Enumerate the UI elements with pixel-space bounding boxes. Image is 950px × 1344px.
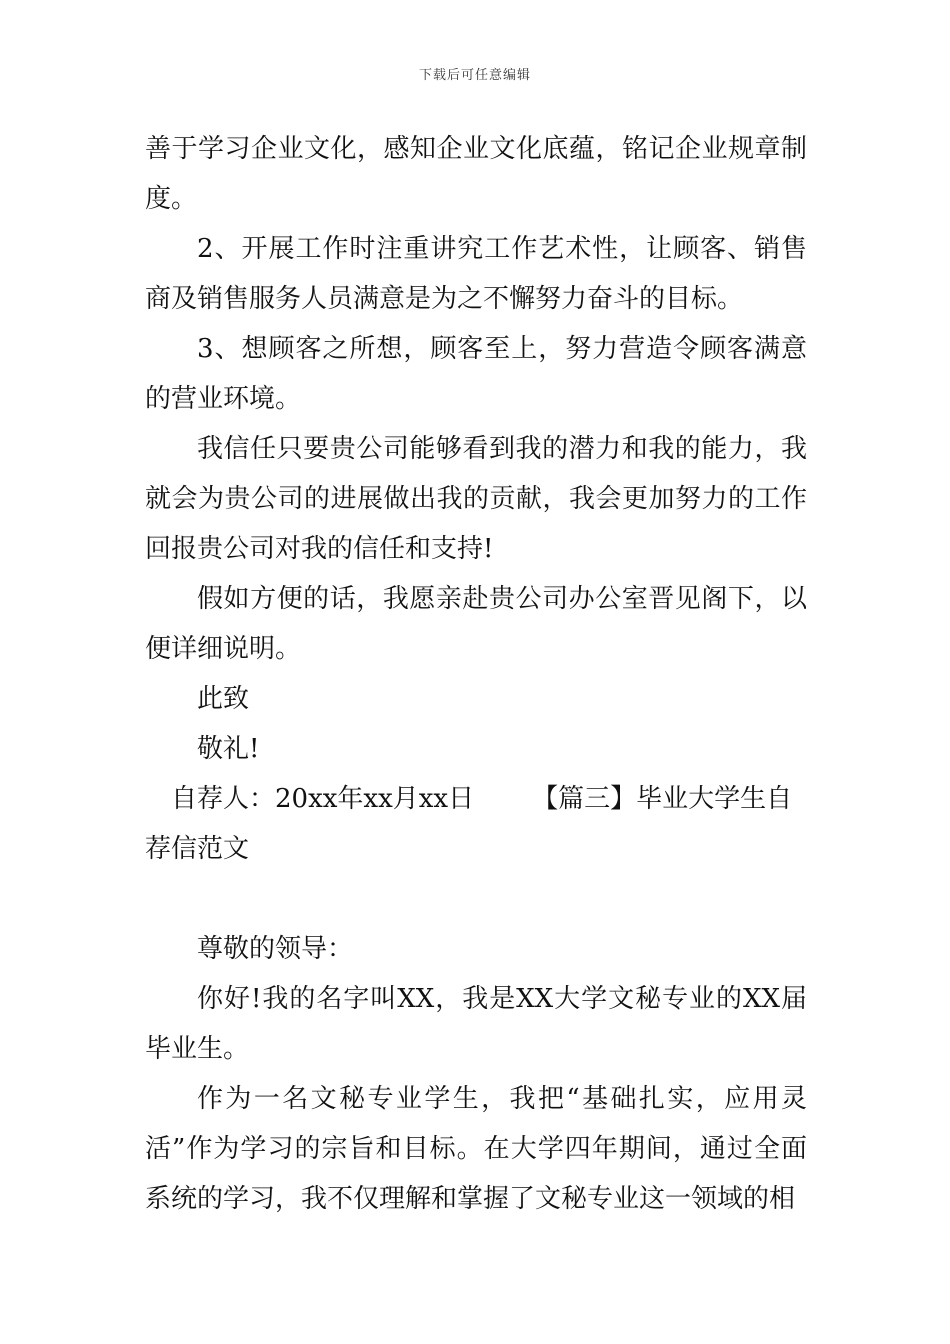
paragraph-introduction: 你好!我的名字叫XX，我是XX大学文秘专业的XX届毕业生。 — [145, 984, 807, 1064]
paragraph-continuation: 善于学习企业文化，感知企业文化底蕴，铭记企业规章制度。 — [145, 134, 807, 214]
closing-salutation: 此致 — [197, 684, 250, 714]
paragraph-visit: 假如方便的话，我愿亲赴贵公司办公室晋见阁下，以便详细说明。 — [145, 584, 807, 664]
blank-line — [145, 874, 807, 924]
section-title: 【篇三】毕业大学生自荐信范文 — [145, 784, 793, 864]
paragraph-trust: 我信任只要贵公司能够看到我的潜力和我的能力，我就会为贵公司的进展做出我的贡献，我会更加努力的工作回报贵公司对我的信任和支持! — [145, 434, 807, 564]
greeting: 尊敬的领导： — [197, 934, 354, 964]
paragraph-item-2: 2、开展工作时注重讲究工作艺术性，让顾客、销售商及销售服务人员满意是为之不懈努力奋斗的目标。 — [145, 234, 807, 314]
page-header-note: 下载后可任意编辑 — [418, 68, 531, 83]
closing-regards: 敬礼! — [197, 734, 260, 764]
paragraph-item-3: 3、想顾客之所想，顾客至上，努力营造令顾客满意的营业环境。 — [145, 334, 807, 414]
document-body — [145, 124, 807, 1224]
signature-and-section-title — [145, 774, 807, 874]
paragraph-study: 作为一名文秘专业学生，我把“基础扎实，应用灵活”作为学习的宗旨和目标。在大学四年期间，通过全面系统的学习，我不仅理解和掌握了文秘专业这一领域的相 — [145, 1084, 807, 1214]
signature-date: 自荐人：20xx年xx月xx日 — [171, 784, 475, 814]
